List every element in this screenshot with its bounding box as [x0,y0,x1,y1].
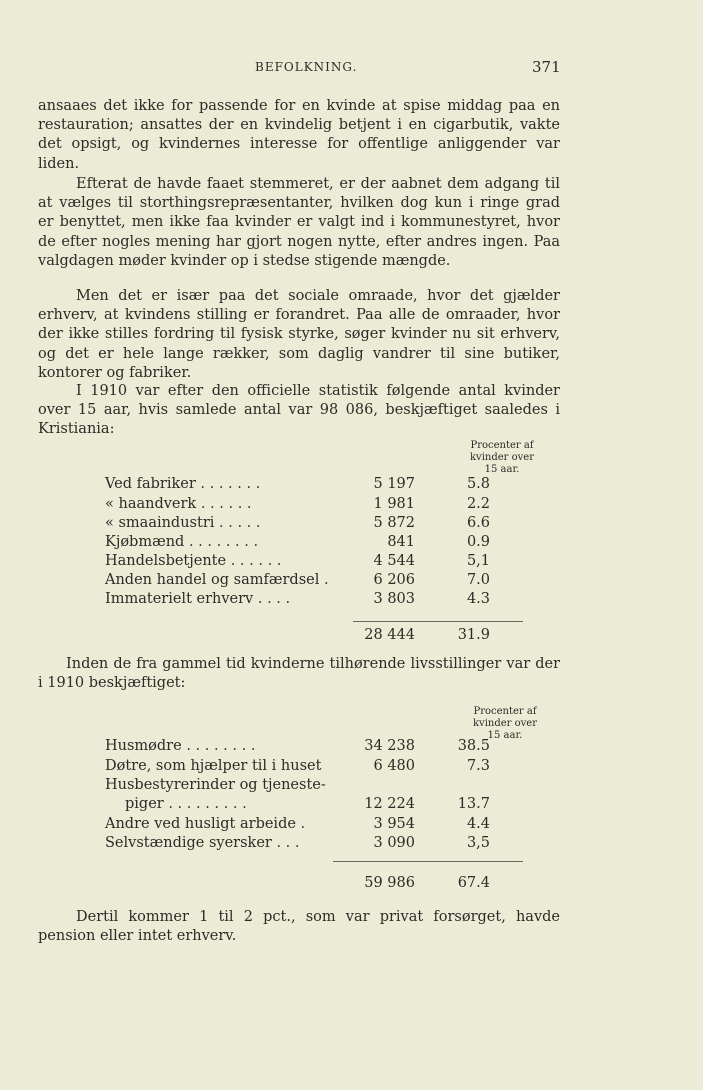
paragraph-2: Efterat de havde faaet stemmeret, er der aabnet dem adgang til at vælges til storthingsrepræsentanter, hvilken dog kun i ringe grad er benyttet, men ikke faa kvinder er valgt ind i kommunestyret, hvor de efter nogles mening har gjort nogen nytte, efter andres ingen. Paa valgdagen møder kvinder op i stedse stigende mængde. [38,176,560,269]
sum-rule [353,621,523,622]
table-row [105,758,525,778]
row-percent: 13.7 [457,796,490,812]
row-label: Anden handel og samfærdsel [105,572,320,588]
row-percent: 4.3 [466,591,490,607]
total-percent: 67.4 [457,875,490,891]
table-row: « smaaindustri . . . . . 5 872 6.6 [105,515,490,531]
table-row: Kjøbmænd . . . . . . . . 841 0.9 [105,534,490,550]
row-count: 841 [387,534,415,550]
row-label: Immaterielt erhverv [105,591,254,607]
table-row: Ved fabriker . . . . . . . 5 197 5.8 [105,476,490,492]
page-header [0,60,703,80]
table-row: Immaterielt erhverv . . . . 3 803 4.3 [105,591,490,607]
paragraph-6: Dertil kommer 1 til 2 pct., som var privat forsørget, havde pension eller intet erhverv. [38,909,560,945]
row-label: Ved fabriker [105,476,196,492]
table-row: Handelsbetjente . . . . . . 4 544 5,1 [105,553,490,569]
row-count: 3 090 [373,835,415,851]
sum-rule [333,861,523,862]
row-count: 6 206 [373,572,415,588]
paragraph-4: I 1910 var efter den officielle statistik følgende antal kvinder over 15 aar, hvis samlede antal var 98 086, beskjæftiget saaledes i Kristiania: [38,383,560,438]
table-row: « haandverk . . . . . . 1 981 2.2 [105,496,490,512]
row-label: Husbestyrerinder og tjeneste- [105,777,326,793]
row-percent: 5.8 [466,476,490,492]
row-percent: 2.2 [466,496,490,512]
row-percent: 5,1 [466,553,490,569]
percent-column-header: Procenter af kvinder over 15 aar. [473,706,537,741]
row-count: 1 981 [373,496,415,512]
row-label: « haandverk [105,496,197,512]
table-row [105,777,525,797]
row-count: 5 197 [373,476,415,492]
row-count: 4 544 [373,553,415,569]
row-percent: 4.4 [466,816,490,832]
row-label: piger [125,796,164,812]
row-count: 3 954 [373,816,415,832]
row-percent: 3,5 [466,835,490,851]
row-label: Handelsbetjente [105,553,227,569]
table-row: Selvstændige syersker . . . 3 090 3,5 [105,835,490,851]
row-count: 3 803 [373,591,415,607]
table-row: piger . . . . . . . . . 12 224 13.7 [125,796,490,812]
row-percent: 7.3 [466,758,490,774]
paragraph-5: Inden de fra gammel tid kvinderne tilhørende livsstillinger var der i 1910 beskjæftiget: [38,656,560,692]
paragraph-1: ansaaes det ikke for passende for en kvinde at spise middag paa en restauration; ansattes der en kvindelig betjent i en cigarbutik, vakte det opsigt, og kvindernes interesse for offentlige anliggender var liden. [38,98,560,172]
row-percent: 7.0 [466,572,490,588]
row-count: 6 480 [373,758,415,774]
table-row: Anden handel og samfærdsel . 6 206 7.0 [105,572,490,588]
row-count: 5 872 [373,515,415,531]
row-percent: 0.9 [466,534,490,550]
row-label: Andre ved husligt arbeide [105,816,296,832]
row-label: Kjøbmænd [105,534,185,550]
row-label: Husmødre [105,738,182,754]
row-count: 12 224 [364,796,415,812]
total-percent: 31.9 [457,627,490,643]
percent-column-header: Procenter af kvinder over 15 aar. [470,440,534,475]
row-label: « smaaindustri [105,515,215,531]
row-count: 34 238 [364,738,415,754]
running-title: BEFOLKNING. [255,60,358,74]
row-label: Selvstændige syersker [105,835,272,851]
table-row: Andre ved husligt arbeide . 3 954 4.4 [105,816,490,832]
row-label: Døtre, som hjælper til i huset [105,758,322,774]
page-number: 371 [532,58,561,76]
table-row: Husmødre . . . . . . . . 34 238 38.5 [105,738,490,754]
total-count: 59 986 [364,875,415,891]
total-count: 28 444 [364,627,415,643]
paragraph-3: Men det er især paa det sociale omraade, hvor det gjælder erhverv, at kvindens stilling er forandret. Paa alle de omraader, hvor der ikke stilles fordring til fysisk styrke, søger kvinder nu sit erhverv, og det er hele lange rækker, som daglig vandrer til sine butiker, kontorer og fabriker. [38,288,560,381]
row-percent: 6.6 [466,515,490,531]
row-percent: 38.5 [457,738,490,754]
